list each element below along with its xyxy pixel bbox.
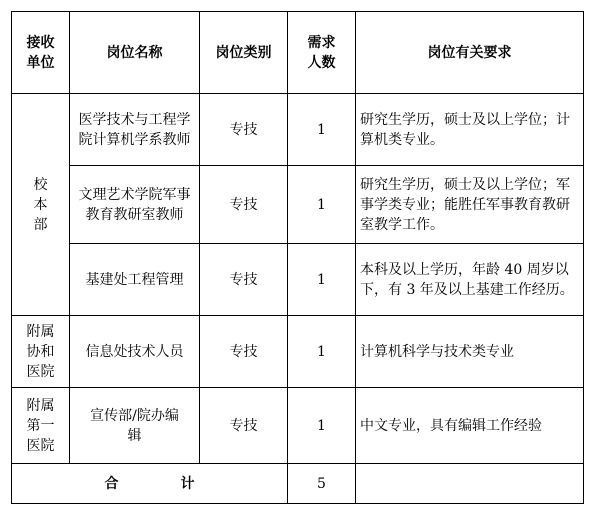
total-label-left: 合: [104, 475, 119, 492]
position-cell: 宣传部/院办编辑: [70, 388, 200, 464]
requirements-cell: 研究生学历，硕士及以上学位；计算机类专业。: [356, 94, 584, 166]
unit-main-campus: 校本部: [12, 94, 70, 316]
header-requirements: 岗位有关要求: [356, 12, 584, 94]
requirements-cell: 中文专业，具有编辑工作经验: [356, 388, 584, 464]
total-label: [12, 464, 288, 504]
header-position: 岗位名称: [70, 12, 200, 94]
position-cell: 文理艺术学院军事教育教研室教师: [70, 166, 200, 244]
table-row: [12, 388, 584, 464]
table-row: [12, 166, 584, 244]
table-row: [12, 316, 584, 388]
count-cell: 1: [288, 166, 356, 244]
header-row: [12, 12, 584, 94]
category-cell: 专技: [200, 388, 288, 464]
header-category: 岗位类别: [200, 12, 288, 94]
category-cell: 专技: [200, 244, 288, 316]
count-cell: 1: [288, 388, 356, 464]
unit-affiliated-xiehe: 附属协和医院: [12, 316, 70, 388]
header-unit: 接收单位: [12, 12, 70, 94]
requirements-cell: 计算机科学与技术类专业: [356, 316, 584, 388]
recruitment-table: [11, 11, 584, 504]
count-cell: 1: [288, 316, 356, 388]
category-cell: 专技: [200, 94, 288, 166]
total-row: [12, 464, 584, 504]
position-cell: 医学技术与工程学院计算机学系教师: [70, 94, 200, 166]
category-cell: 专技: [200, 166, 288, 244]
count-cell: 1: [288, 244, 356, 316]
header-count: 需求人数: [288, 12, 356, 94]
count-cell: 1: [288, 94, 356, 166]
total-label-right: 计: [180, 475, 195, 492]
requirements-cell: 本科及以上学历，年龄 40 周岁以下，有 3 年及以上基建工作经历。: [356, 244, 584, 316]
category-cell: 专技: [200, 316, 288, 388]
position-cell: 信息处技术人员: [70, 316, 200, 388]
position-cell: 基建处工程管理: [70, 244, 200, 316]
total-empty-cell: [356, 464, 584, 504]
table-row: [12, 244, 584, 316]
total-count: 5: [288, 464, 356, 504]
requirements-cell: 研究生学历，硕士及以上学位；军事学类专业；能胜任军事教育教研室教学工作。: [356, 166, 584, 244]
table-row: [12, 94, 584, 166]
unit-affiliated-first: 附属第一医院: [12, 388, 70, 464]
